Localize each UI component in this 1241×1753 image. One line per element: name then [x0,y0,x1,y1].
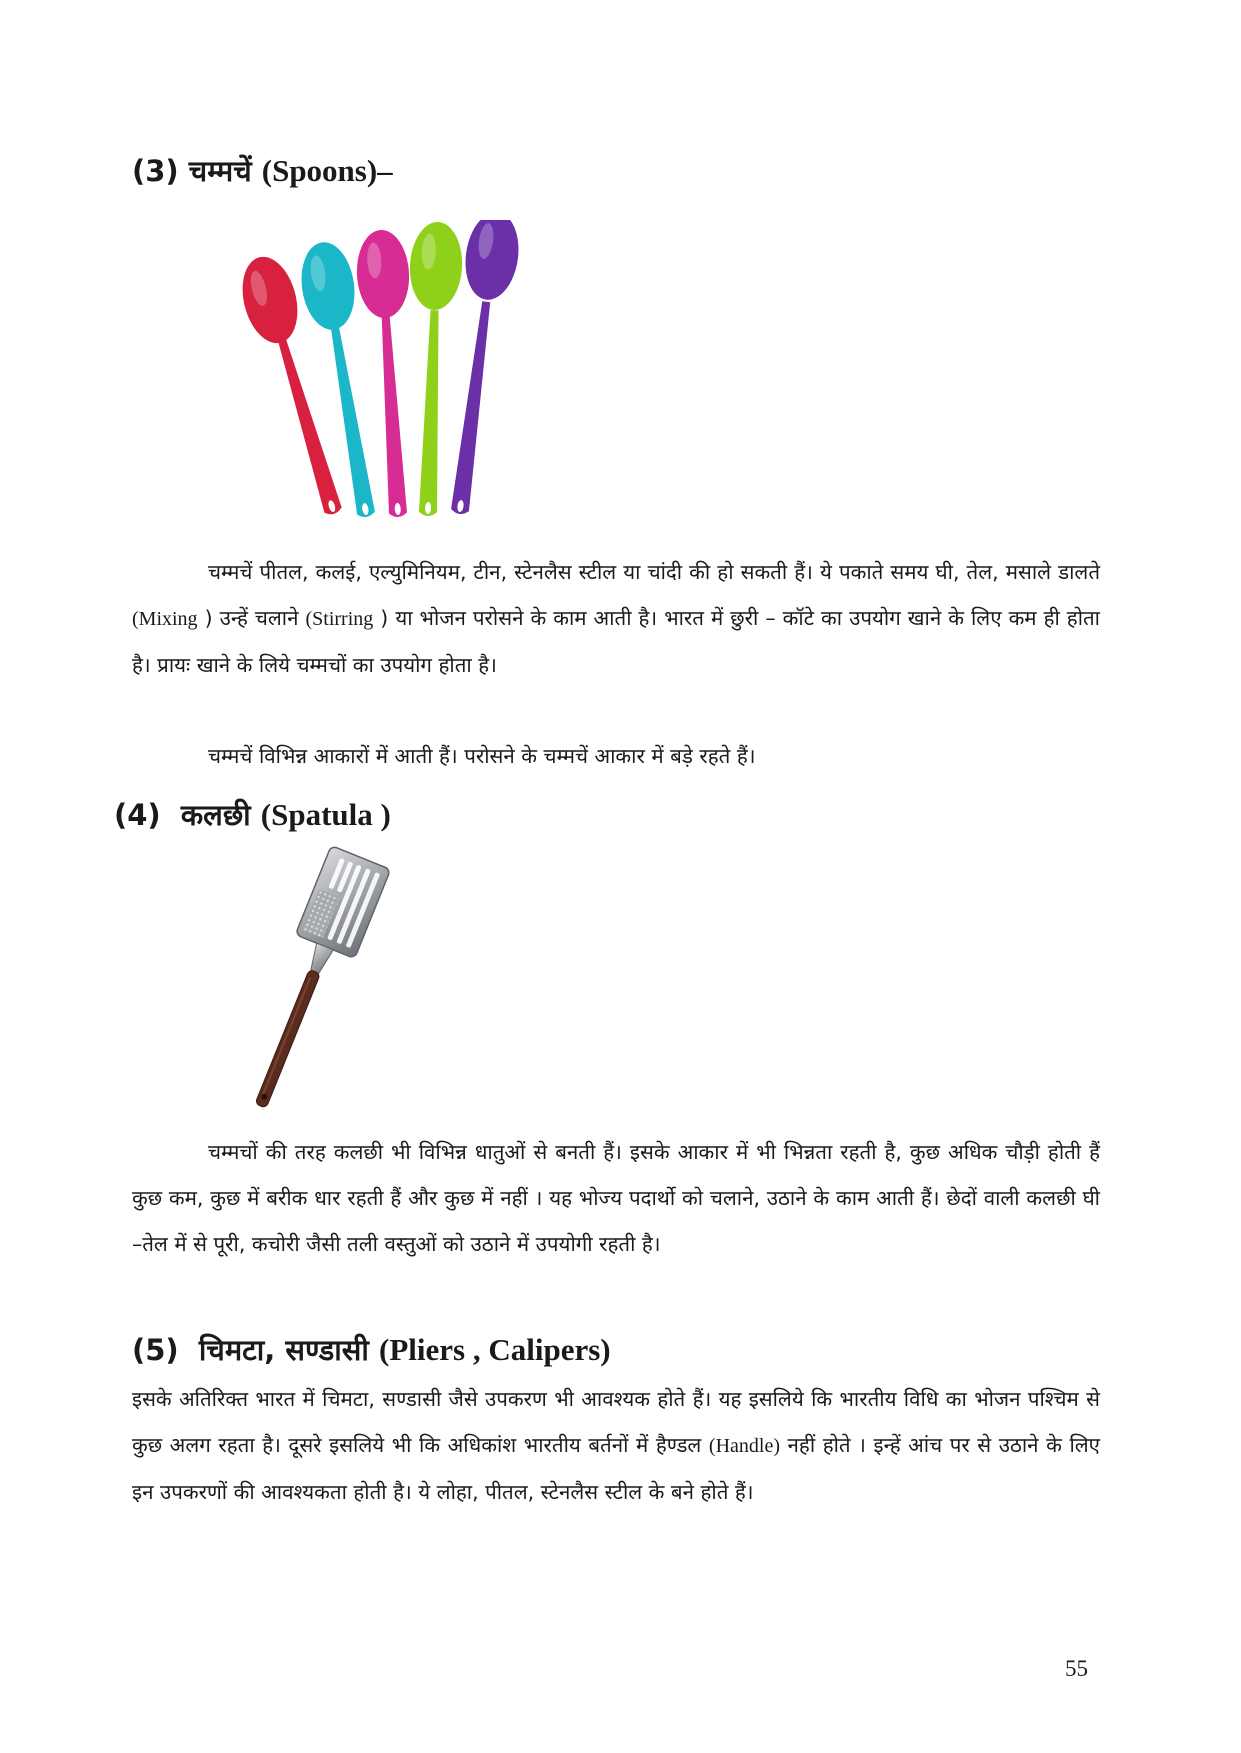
page-number: 55 [1065,1656,1088,1681]
spatula-image [205,845,405,1125]
section-5-heading [132,1330,611,1369]
section-3-title-en: (Spoons)– [261,153,393,188]
section-4-paragraph: चम्मचों की तरह कलछी भी विभिन्न धातुओं से बनती हैं। इसके आकार में भी भिन्नता रहती है, कुछ अधिक चौड़ी होती हैं कुछ कम, कुछ में बरीक धार रहती हैं और कुछ में नहीं । यह भोज्य पदार्थो को चलाने, उठाने के काम आती हैं। छेदों वाली कलछी घी –तेल में से पूरी, कचोरी जैसी तली वस्तुओं को उठाने में उपयोगी रहती है। [132,1140,1100,1256]
section-3-paragraph-2: चम्मचें विभिन्न आकारों में आती हैं। परोसने के चम्मचें आकार में बड़े रहते हैं। [208,744,756,768]
section-3-number: (3) [132,154,179,188]
colorful-spoons-image [238,220,538,520]
term-handle: (Handle) [708,1435,780,1457]
section-3-title-hi: चम्मचें [188,154,252,188]
section-3-paragraph-1: चम्मचें पीतल, कलई, एल्युमिनियम, टीन, स्टेनलैस स्टील या चांदी की हो सकती हैं। ये पकाते समय घी, तेल, मसाले डालते (Mixing ) उन्हें चलाने (Stirring ) या भोजन परोसने के काम आती है। भारत में छुरी – कॉटे का उपयोग खाने के लिए कम ही होता है। प्रायः खाने के लिये चम्मचों का उपयोग होता है। [132,560,1100,677]
section-4-heading [114,795,391,834]
term-stirring: (Stirring [305,608,374,630]
section-5-number: (5) [132,1333,179,1367]
section-4-title-hi: कलछी [180,798,251,832]
section-4-title-en: (Spatula ) [260,797,391,832]
section-5-title-hi: चिमटा, सण्डासी [198,1333,369,1367]
spoon-4 [408,221,465,516]
term-mixing: (Mixing [132,608,198,630]
section-3-heading [132,151,393,190]
section-5-paragraph: इसके अतिरिक्त भारत में चिमटा, सण्डासी जैसे उपकरण भी आवश्यक होते हैं। यह इसलिये कि भारतीय विधि का भोजन पश्चिम से कुछ अलग रहता है। दूसरे इसलिये भी कि अधिकांश भारतीय बर्तनों में हैण्डल (Handle) नहीं होते । इन्हें आंच पर से उठाने के लिए इन उपकरणों की आवश्यकता होती है। ये लोहा, पीतल, स्टेनलैस स्टील के बने होते हैं। [132,1387,1100,1504]
section-4-number: (4) [114,798,161,832]
section-5-title-en: (Pliers , Calipers) [379,1332,611,1367]
